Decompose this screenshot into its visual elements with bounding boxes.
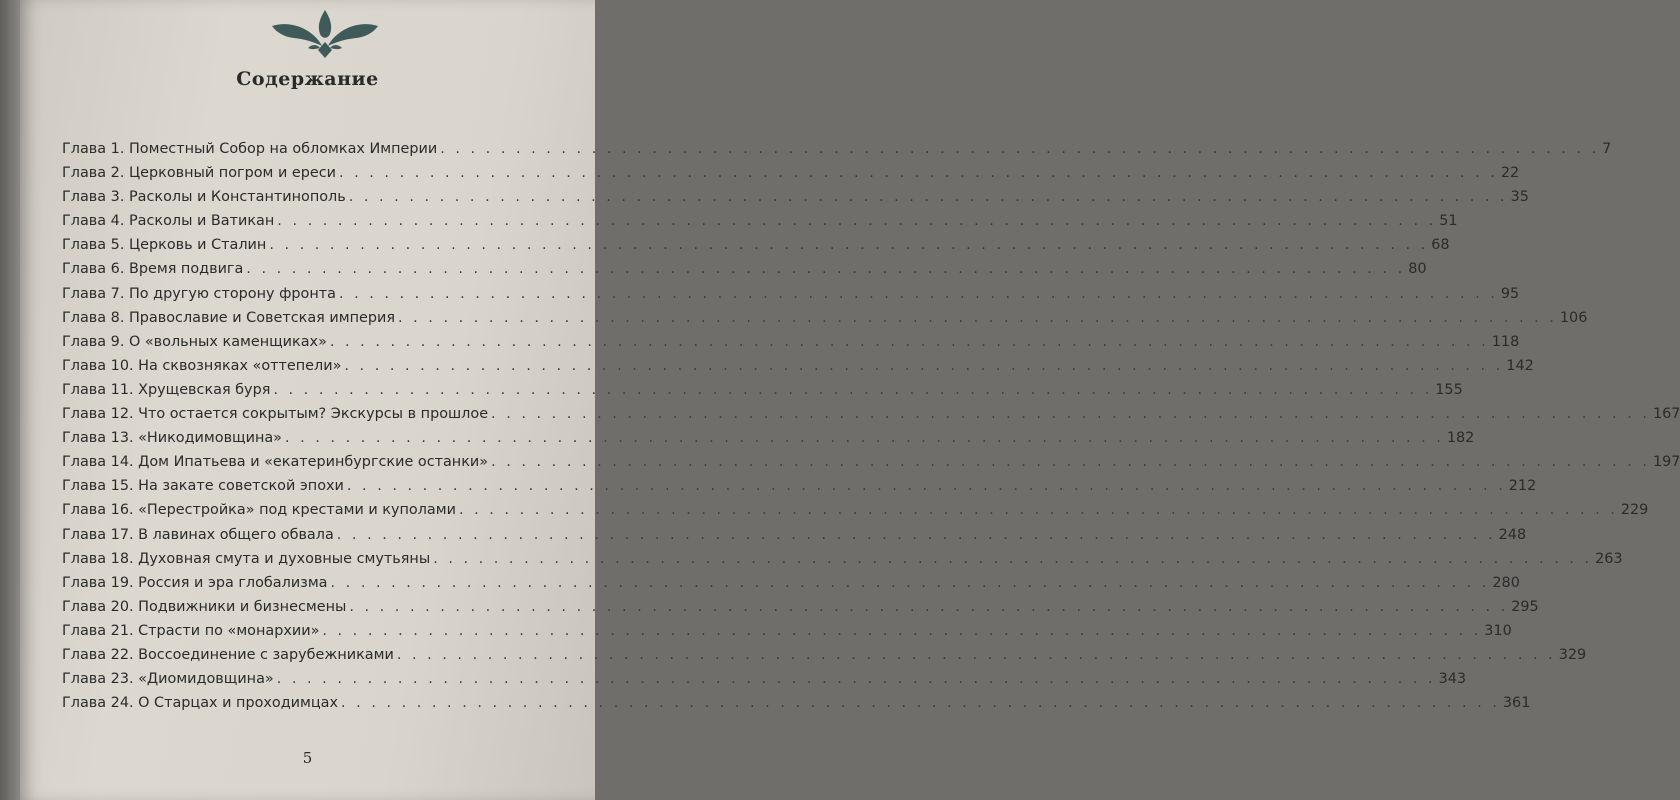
toc-entry-page: 142 — [1506, 357, 1534, 374]
toc-entry-label: Глава 9. О «вольных каменщиках» — [62, 333, 327, 350]
toc-entry-label: Глава 14. Дом Ипатьева и «екатеринбургские останки» — [62, 454, 489, 471]
toc-entry-page: 343 — [1438, 671, 1467, 688]
toc-entry — [62, 478, 1537, 502]
toc-leader-dots: . . . . . . . . . . . . . . . . . . . . . . . . . . . . . . . . . . . . . . . . . . . . . . . . . . . . . . . . . . . . . . . . . . . . . . . . . . . . . — [336, 526, 1496, 543]
toc-entry-page: 229 — [1620, 502, 1649, 519]
toc-leader-dots: . . . . . . . . . . . . . . . . . . . . . . . . . . . . . . . . . . . . . . . . . . . . . . . . . . . . . . . . . . . . . . . . . . . . . . . . . . . . . — [349, 598, 1509, 615]
toc-entry-page: 80 — [1408, 261, 1427, 278]
toc-entry-label: Глава 3. Расколы и Константинополь — [62, 189, 346, 206]
toc-entry — [62, 261, 1427, 285]
toc-entry-label: Глава 2. Церковный погром и ереси — [62, 165, 336, 182]
toc-entry-page: 7 — [1602, 141, 1612, 157]
page-title: Содержание — [236, 68, 379, 90]
toc-entry — [62, 165, 1520, 189]
toc-entry-page: 295 — [1511, 598, 1539, 615]
toc-entry — [62, 502, 1649, 526]
toc-entry — [62, 598, 1539, 623]
toc-entry-page: 197 — [1652, 454, 1680, 471]
toc-leader-dots: . . . . . . . . . . . . . . . . . . . . . . . . . . . . . . . . . . . . . . . . . . . . . . . . . . . . . . . . . . . . . . . . . . . . . . . . . . . . . — [491, 454, 1650, 471]
toc-entry-page: 51 — [1439, 213, 1458, 230]
toc-entry-label: Глава 20. Подвижники и бизнесмены — [62, 598, 347, 615]
toc-entry-page: 263 — [1595, 550, 1623, 567]
toc-leader-dots: . . . . . . . . . . . . . . . . . . . . . . . . . . . . . . . . . . . . . . . . . . . . . . . . . . . . . . . . . . . . . . . . . . . . . . . . . . . . . — [329, 333, 1489, 350]
toc-entry-page: 35 — [1510, 189, 1529, 206]
toc-leader-dots: . . . . . . . . . . . . . . . . . . . . . . . . . . . . . . . . . . . . . . . . . . . . . . . . . . . . . . . . . . . . . . . . . . . . . . . . . . . . . — [273, 381, 1433, 398]
toc-entry-label: Глава 12. Что остается сокрытым? Экскурсы в прошлое — [62, 406, 489, 423]
toc-entry-label: Глава 1. Поместный Собор на обломках Империи — [62, 141, 438, 157]
toc-entry-label: Глава 5. Церковь и Сталин — [62, 237, 267, 254]
toc-leader-dots: . . . . . . . . . . . . . . . . . . . . . . . . . . . . . . . . . . . . . . . . . . . . . . . . . . . . . . . . . . . . . . . . . . . . . . . . . . . . . — [284, 430, 1444, 447]
book-spine-shadow — [0, 0, 20, 800]
toc-entry — [62, 309, 1588, 334]
toc-entry-page: 361 — [1502, 695, 1531, 712]
toc-entry — [62, 646, 1587, 671]
toc-entry — [62, 454, 1680, 478]
toc-entry-page: 310 — [1484, 622, 1512, 639]
toc-leader-dots: . . . . . . . . . . . . . . . . . . . . . . . . . . . . . . . . . . . . . . . . . . . . . . . . . . . . . . . . . . . . . . . . . . . . . . . . . . . . . — [338, 285, 1498, 302]
toc-leader-dots: . . . . . . . . . . . . . . . . . . . . . . . . . . . . . . . . . . . . . . . . . . . . . . . . . . . . . . . . . . . . . . . . . . . . . . . . . . . . . — [344, 357, 1504, 374]
toc-entry-page: 280 — [1492, 574, 1520, 591]
toc-entry — [62, 237, 1450, 261]
toc-entry — [62, 526, 1527, 551]
toc-entry-label: Глава 24. О Старцах и проходимцах — [62, 695, 339, 712]
toc-entry — [62, 622, 1512, 647]
toc-leader-dots: . . . . . . . . . . . . . . . . . . . . . . . . . . . . . . . . . . . . . . . . . . . . . . . . . . . . . . . . . . . . . . . . . . . . . . . . . . . . . — [433, 550, 1593, 567]
toc-entry-label: Глава 22. Воссоединение с зарубежниками — [62, 646, 394, 663]
toc-leader-dots: . . . . . . . . . . . . . . . . . . . . . . . . . . . . . . . . . . . . . . . . . . . . . . . . . . . . . . . . . . . . . . . . . . . . . . . . . . . . . — [458, 502, 1618, 519]
toc-entry-label: Глава 18. Духовная смута и духовные смутьяны — [62, 550, 431, 567]
book-page — [20, 0, 1680, 800]
toc-entry-page: 155 — [1435, 381, 1463, 398]
toc-entry-page: 95 — [1500, 285, 1520, 302]
toc-entry-label: Глава 21. Страсти по «монархии» — [62, 622, 320, 639]
toc-leader-dots: . . . . . . . . . . . . . . . . . . . . . . . . . . . . . . . . . . . . . . . . . . . . . . . . . . . . . . . . . . . . . . . . . . . . . . . . . . . . . — [322, 622, 1482, 639]
toc-leader-dots: . . . . . . . . . . . . . . . . . . . . . . . . . . . . . . . . . . . . . . . . . . . . . . . . . . . . . . . . . . . . . . . . . . . . . . . . . . . . . — [346, 478, 1506, 495]
toc-entry — [62, 189, 1529, 213]
toc-entry-label: Глава 7. По другую сторону фронта — [62, 285, 336, 302]
toc-entry-label: Глава 6. Время подвига — [62, 261, 244, 278]
table-of-contents — [62, 141, 1680, 719]
toc-entry-page: 212 — [1508, 478, 1537, 495]
toc-leader-dots: . . . . . . . . . . . . . . . . . . . . . . . . . . . . . . . . . . . . . . . . . . . . . . . . . . . . . . . . . . . . . . . . . . . . . . . . . . . . . — [246, 261, 1406, 278]
toc-entry-label: Глава 4. Расколы и Ватикан — [62, 213, 275, 230]
toc-entry-page: 167 — [1652, 406, 1680, 423]
toc-leader-dots: . . . . . . . . . . . . . . . . . . . . . . . . . . . . . . . . . . . . . . . . . . . . . . . . . . . . . . . . . . . . . . . . . . . . . . . . . . . . . — [269, 237, 1429, 254]
toc-leader-dots: . . . . . . . . . . . . . . . . . . . . . . . . . . . . . . . . . . . . . . . . . . . . . . . . . . . . . . . . . . . . . . . . . . . . . . . . . . . . . — [276, 671, 1436, 688]
toc-entry — [62, 285, 1520, 310]
toc-entry-page: 118 — [1491, 333, 1520, 350]
toc-entry-page: 248 — [1498, 526, 1527, 543]
toc-entry-page: 182 — [1446, 430, 1475, 447]
toc-entry-label: Глава 11. Хрущевская буря — [62, 381, 271, 398]
toc-leader-dots: . . . . . . . . . . . . . . . . . . . . . . . . . . . . . . . . . . . . . . . . . . . . . . . . . . . . . . . . . . . . . . . . . . . . . . . . . . . . . — [398, 309, 1557, 326]
toc-leader-dots: . . . . . . . . . . . . . . . . . . . . . . . . . . . . . . . . . . . . . . . . . . . . . . . . . . . . . . . . . . . . . . . . . . . . . . . . . . . . . — [348, 189, 1508, 206]
toc-entry — [62, 357, 1534, 382]
toc-entry-page: 68 — [1431, 237, 1450, 254]
toc-leader-dots: . . . . . . . . . . . . . . . . . . . . . . . . . . . . . . . . . . . . . . . . . . . . . . . . . . . . . . . . . . . . . . . . . . . . . . . . . . . . . — [341, 695, 1500, 712]
toc-leader-dots: . . . . . . . . . . . . . . . . . . . . . . . . . . . . . . . . . . . . . . . . . . . . . . . . . . . . . . . . . . . . . . . . . . . . . . . . . . . . . — [396, 646, 1556, 663]
toc-entry — [62, 695, 1531, 719]
toc-leader-dots: . . . . . . . . . . . . . . . . . . . . . . . . . . . . . . . . . . . . . . . . . . . . . . . . . . . . . . . . . . . . . . . . . . . . . . . . . . . . . — [338, 165, 1498, 182]
toc-entry-label: Глава 23. «Диомидовщина» — [62, 671, 274, 688]
page-number: 5 — [302, 749, 313, 767]
toc-entry-page: 22 — [1500, 165, 1520, 182]
toc-entry-page: 106 — [1559, 309, 1588, 326]
toc-entry-label: Глава 8. Православие и Советская империя — [62, 309, 395, 326]
toc-leader-dots: . . . . . . . . . . . . . . . . . . . . . . . . . . . . . . . . . . . . . . . . . . . . . . . . . . . . . . . . . . . . . . . . . . . . . . . . . . . . . — [491, 406, 1650, 423]
toc-entry — [62, 141, 1612, 165]
toc-entry — [62, 213, 1458, 237]
toc-entry-label: Глава 17. В лавинах общего обвала — [62, 526, 334, 543]
toc-leader-dots: . . . . . . . . . . . . . . . . . . . . . . . . . . . . . . . . . . . . . . . . . . . . . . . . . . . . . . . . . . . . . . . . . . . . . . . . . . . . . — [330, 574, 1490, 591]
toc-entry-label: Глава 13. «Никодимовщина» — [62, 430, 282, 447]
toc-entry-label: Глава 19. Россия и эра глобализма — [62, 574, 328, 591]
toc-entry-page: 329 — [1558, 646, 1587, 663]
toc-entry — [62, 574, 1520, 599]
toc-entry-label: Глава 15. На закате советской эпохи — [62, 478, 344, 495]
toc-leader-dots: . . . . . . . . . . . . . . . . . . . . . . . . . . . . . . . . . . . . . . . . . . . . . . . . . . . . . . . . . . . . . . . . . . . . . . . . . . . . . — [277, 213, 1437, 230]
toc-entry — [62, 671, 1467, 695]
toc-leader-dots: . . . . . . . . . . . . . . . . . . . . . . . . . . . . . . . . . . . . . . . . . . . . . . . . . . . . . . . . . . . . . . . . . . . . . . . . . . . . . — [440, 141, 1600, 157]
toc-entry — [62, 406, 1680, 430]
toc-entry — [62, 430, 1475, 454]
toc-entry — [62, 381, 1463, 406]
toc-entry-label: Глава 10. На сквозняках «оттепели» — [62, 357, 342, 374]
toc-entry-label: Глава 16. «Перестройка» под крестами и куполами — [62, 502, 456, 519]
toc-entry — [62, 550, 1623, 575]
fleur-ornament-icon — [270, 8, 380, 60]
toc-entry — [62, 333, 1520, 358]
